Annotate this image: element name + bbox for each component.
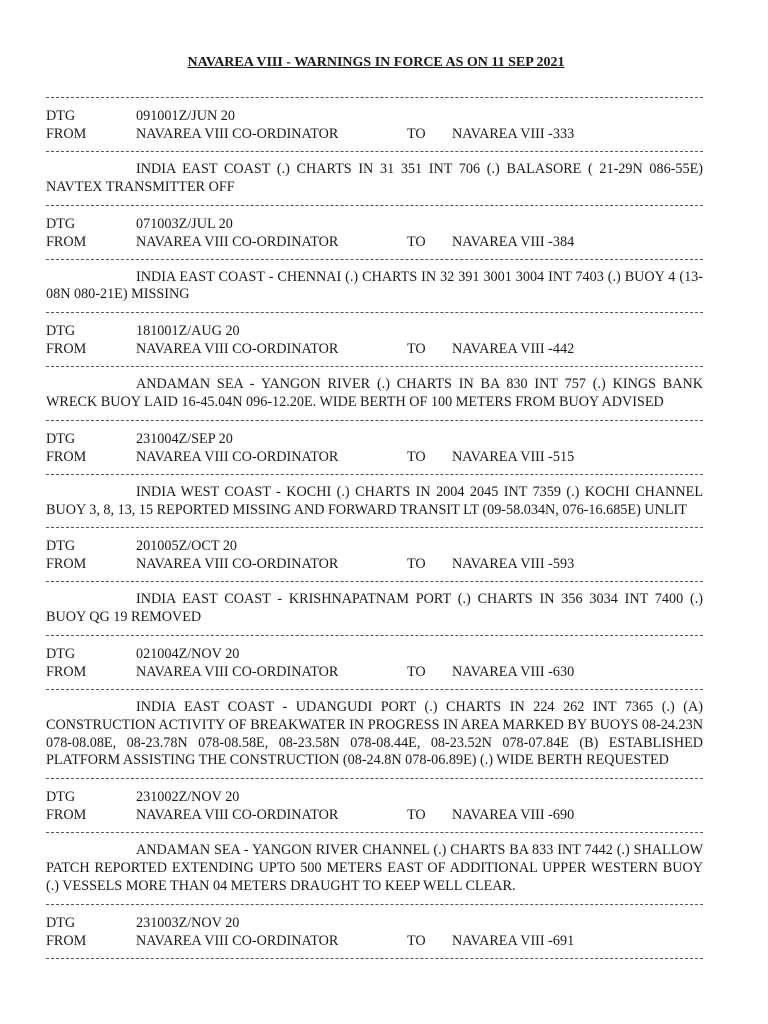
warning-entry bbox=[46, 788, 703, 895]
to-value: NAVAREA VIII -691 bbox=[452, 932, 575, 949]
dtg-value: 021004Z/NOV 20 bbox=[136, 645, 240, 662]
dtg-value: 201005Z/OCT 20 bbox=[136, 538, 238, 555]
from-value: NAVAREA VIII CO-ORDINATOR bbox=[136, 663, 339, 680]
from-value: NAVAREA VIII CO-ORDINATOR bbox=[136, 932, 339, 949]
to-label: TO bbox=[407, 233, 426, 250]
dtg-row bbox=[46, 215, 703, 233]
dtg-label: DTG bbox=[46, 789, 76, 806]
from-row bbox=[46, 125, 703, 143]
dtg-value: 181001Z/AUG 20 bbox=[136, 323, 240, 340]
to-value: NAVAREA VIII -690 bbox=[452, 807, 575, 824]
warnings-list bbox=[46, 89, 703, 968]
separator bbox=[46, 312, 703, 314]
to-value: NAVAREA VIII -630 bbox=[452, 663, 575, 680]
dtg-row bbox=[46, 645, 703, 663]
to-label: TO bbox=[407, 126, 426, 142]
warning-entry bbox=[46, 322, 703, 412]
separator bbox=[46, 527, 703, 529]
dtg-value: 231002Z/NOV 20 bbox=[136, 789, 240, 806]
warning-message: INDIA EAST COAST - UDANGUDI PORT (.) CHARTS IN 224 262 INT 7365 (.) (A) CONSTRUCTION ACTIVITY OF BREAKWATER IN PROGRESS IN AREA MARKED BY BUOYS 08-24.23N 078-08.08E, 08-23.78N 078-08.58E, 08-23.58N 078-08.44E, 08-23.52N 078-07.84E (B) ESTABLISHED PLATFORM ASSISTING THE CONSTRUCTION (08-24.8N 078-06.89E) (.) WIDE BERTH REQUESTED bbox=[46, 698, 703, 769]
from-row bbox=[46, 806, 703, 824]
warning-entry bbox=[46, 914, 703, 960]
dtg-value: 091001Z/JUN 20 bbox=[136, 108, 235, 124]
warning-entry bbox=[46, 430, 703, 520]
separator bbox=[46, 904, 703, 906]
from-label: FROM bbox=[46, 556, 87, 573]
to-value: NAVAREA VIII -384 bbox=[452, 233, 575, 250]
separator bbox=[46, 635, 703, 637]
to-value: NAVAREA VIII -442 bbox=[452, 341, 575, 358]
to-value: NAVAREA VIII -333 bbox=[452, 126, 575, 142]
separator bbox=[46, 689, 703, 691]
dtg-value: 231004Z/SEP 20 bbox=[136, 430, 233, 447]
separator bbox=[46, 97, 703, 99]
dtg-row bbox=[46, 430, 703, 448]
from-row bbox=[46, 663, 703, 681]
separator bbox=[46, 778, 703, 780]
from-label: FROM bbox=[46, 233, 87, 250]
warning-message: INDIA EAST COAST - CHENNAI (.) CHARTS IN 32 391 3001 3004 INT 7403 (.) BUOY 4 (13-08N 080-21E) MISSING bbox=[46, 268, 703, 303]
warning-message: INDIA WEST COAST - KOCHI (.) CHARTS IN 2004 2045 INT 7359 (.) KOCHI CHANNEL BUOY 3, 8, 13, 15 REPORTED MISSING AND FORWARD TRANSIT LT (09-58.034N, 076-16.685E) UNLIT bbox=[46, 483, 703, 518]
separator bbox=[46, 958, 703, 960]
warning-entry bbox=[46, 537, 703, 627]
dtg-value: 071003Z/JUL 20 bbox=[136, 215, 233, 232]
separator bbox=[46, 205, 703, 207]
from-row bbox=[46, 448, 703, 466]
dtg-label: DTG bbox=[46, 430, 76, 447]
dtg-row bbox=[46, 537, 703, 555]
warning-entry bbox=[46, 645, 703, 770]
dtg-label: DTG bbox=[46, 914, 76, 931]
from-row bbox=[46, 233, 703, 251]
dtg-label: DTG bbox=[46, 215, 76, 232]
to-label: TO bbox=[407, 807, 426, 824]
from-row bbox=[46, 932, 703, 950]
from-label: FROM bbox=[46, 932, 87, 949]
from-value: NAVAREA VIII CO-ORDINATOR bbox=[136, 448, 339, 465]
warning-message: ANDAMAN SEA - YANGON RIVER CHANNEL (.) CHARTS BA 833 INT 7442 (.) SHALLOW PATCH REPORTED EXTENDING UPTO 500 METERS EAST OF ADDITIONAL UPPER WESTERN BUOY (.) VESSELS MORE THAN 04 METERS DRAUGHT TO KEEP WELL CLEAR. bbox=[46, 842, 703, 894]
dtg-label: DTG bbox=[46, 538, 76, 555]
separator bbox=[46, 474, 703, 476]
dtg-value: 231003Z/NOV 20 bbox=[136, 914, 240, 931]
to-value: NAVAREA VIII -515 bbox=[452, 448, 575, 465]
separator bbox=[46, 832, 703, 834]
to-label: TO bbox=[407, 448, 426, 465]
separator bbox=[46, 420, 703, 422]
dtg-row bbox=[46, 788, 703, 806]
separator bbox=[46, 581, 703, 583]
dtg-label: DTG bbox=[46, 108, 76, 124]
from-label: FROM bbox=[46, 807, 87, 824]
from-value: NAVAREA VIII CO-ORDINATOR bbox=[136, 341, 339, 358]
to-label: TO bbox=[407, 556, 426, 573]
from-value: NAVAREA VIII CO-ORDINATOR bbox=[136, 807, 339, 824]
warning-entry bbox=[46, 107, 703, 197]
to-label: TO bbox=[407, 932, 426, 949]
dtg-label: DTG bbox=[46, 323, 76, 340]
from-value: NAVAREA VIII CO-ORDINATOR bbox=[136, 556, 339, 573]
to-value: NAVAREA VIII -593 bbox=[452, 556, 575, 573]
warning-message: INDIA EAST COAST (.) CHARTS IN 31 351 INT 706 (.) BALASORE ( 21-29N 086-55E) NAVTEX TRANSMITTER OFF bbox=[46, 161, 703, 195]
warning-entry bbox=[46, 215, 703, 305]
from-label: FROM bbox=[46, 448, 87, 465]
from-row bbox=[46, 340, 703, 358]
to-label: TO bbox=[407, 663, 426, 680]
separator bbox=[46, 151, 703, 153]
from-label: FROM bbox=[46, 341, 87, 358]
separator bbox=[46, 259, 703, 261]
from-label: FROM bbox=[46, 663, 87, 680]
dtg-label: DTG bbox=[46, 645, 76, 662]
dtg-row bbox=[46, 914, 703, 932]
dtg-row bbox=[46, 322, 703, 340]
warning-message: INDIA EAST COAST - KRISHNAPATNAM PORT (.) CHARTS IN 356 3034 INT 7400 (.) BUOY QG 19 REMOVED bbox=[46, 591, 703, 626]
separator bbox=[46, 366, 703, 368]
to-label: TO bbox=[407, 341, 426, 358]
from-label: FROM bbox=[46, 126, 87, 142]
from-value: NAVAREA VIII CO-ORDINATOR bbox=[136, 233, 339, 250]
from-row bbox=[46, 555, 703, 573]
dtg-row bbox=[46, 107, 703, 125]
from-value: NAVAREA VIII CO-ORDINATOR bbox=[136, 126, 339, 142]
warning-message: ANDAMAN SEA - YANGON RIVER (.) CHARTS IN BA 830 INT 757 (.) KINGS BANK WRECK BUOY LAID 16-45.04N 096-12.20E. WIDE BERTH OF 100 METERS FROM BUOY ADVISED bbox=[46, 376, 703, 410]
document-title: NAVAREA VIII - WARNINGS IN FORCE AS ON 11 SEP 2021 bbox=[187, 55, 565, 70]
